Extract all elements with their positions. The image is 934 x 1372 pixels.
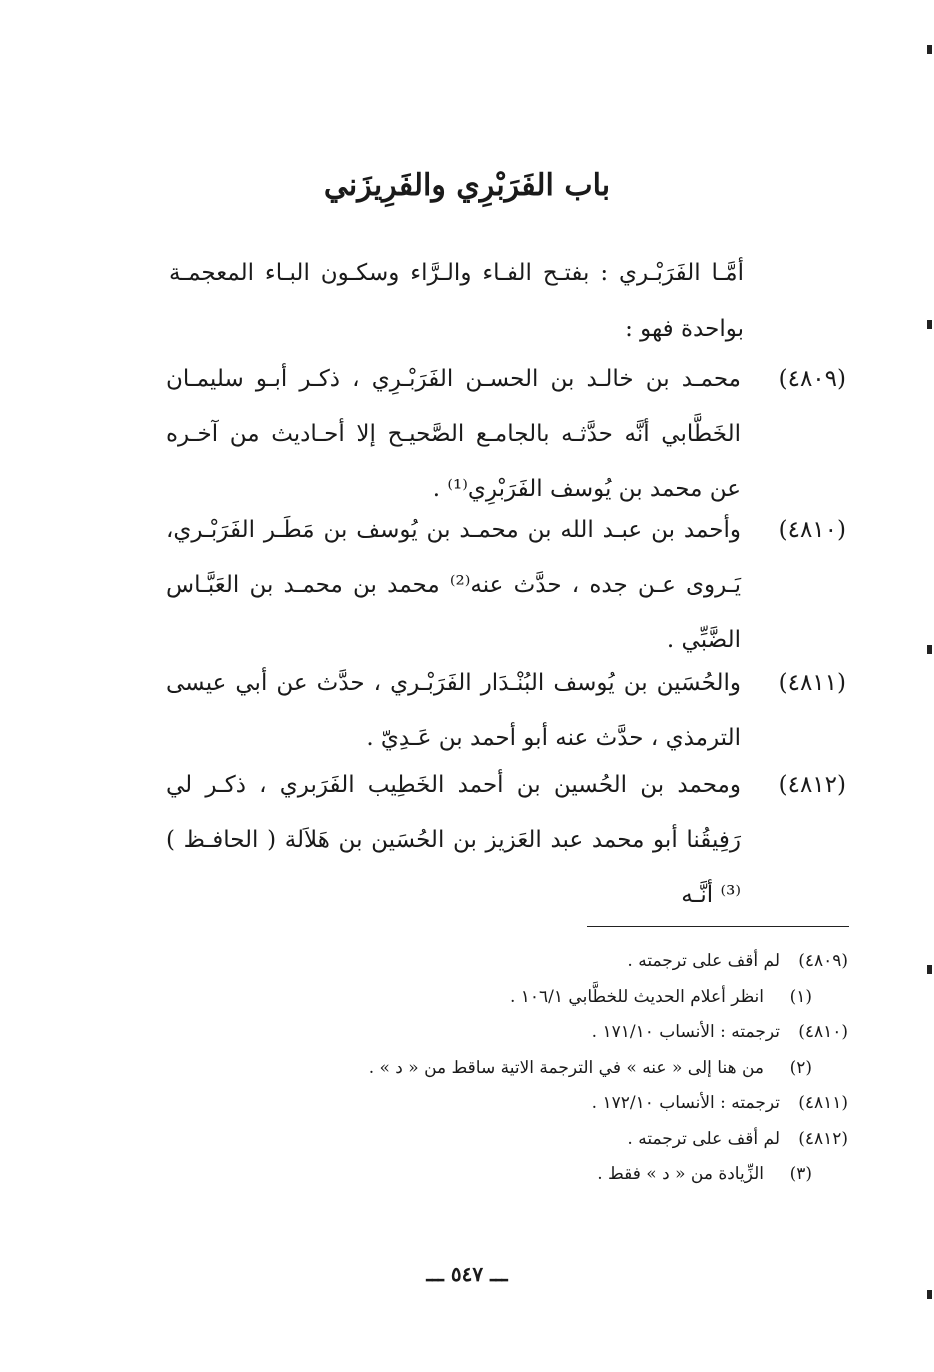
scan-edge-mark [927,320,932,329]
entry-number: (٤٨٠٩) [778,366,846,392]
scan-edge-mark [927,645,932,654]
footnote-text: لم أقف على ترجمته . [627,951,780,971]
footnote-text: من هنا إلى « عنه » في الترجمة الاتية ساقط من « د » . [368,1057,764,1078]
entry-number: (٤٨١٠) [778,517,846,543]
footnote [208,944,848,980]
entry-4810 [166,503,846,668]
entry-text: وأحمد بن عبـد الله بن محمـد بن يُوسف بن مَطَـر الفَرَبْـري، يَـروى عـن جده ، حدَّث عنه⁽²⁾ محمد بن محمـد بن العَبَّـاس الضَّبِّي . [166,517,741,653]
footnote-text: ترجمته : الأنساب ١٧١/١٠ . [591,1022,780,1042]
footnote-number: (٤٨٠٩) [798,951,848,971]
footnote [208,1015,848,1051]
footnote-text: انظر أعلام الحديث للخطَّابي ١٠٦/١ . [509,986,764,1007]
footnote-separator [587,926,849,927]
entry-4809 [166,352,846,517]
footnote-text: لم أقف على ترجمته . [627,1128,780,1149]
entry-4811 [166,656,846,766]
scan-edge-mark [927,1290,932,1299]
footnote [208,1051,848,1087]
chapter-title: باب الفَرَبْرِي والفَرِيزَني [323,168,611,203]
scan-edge-mark [927,965,932,974]
page-number: ـــ ٥٤٧ ـــ [426,1262,508,1286]
footnote-number: (٤٨١١) [798,1093,848,1113]
footnote-text: ترجمته : الأنساب ١٧٢/١٠ . [591,1093,780,1113]
footnote [208,1086,848,1122]
scan-edge-mark [927,45,932,54]
footnote-number: (١) [789,986,812,1007]
footnote-text: الزِّيادة من « د » فقط . [597,1164,764,1184]
entry-text: والحُسَين بن يُوسف البُنْـدَار الفَرَبْـري ، حدَّث عن أبي عيسى الترمذي ، حدَّث عنه أبو أحمد بن عَـدِيّ . [166,670,741,751]
footnote-number: (٣) [789,1164,812,1184]
footnote-number: (٤٨١٢) [798,1128,848,1149]
entry-text: ومحمد بن الحُسين بن أحمد الخَطِيب الفَرَبري ، ذكـر لي رَفِيقُنا أبو محمد عبد العَزيز بن الحُسَين بن هَلاَلة ( الحافـظ )⁽³⁾ أنَّـه [166,772,741,908]
footnote [208,1122,848,1158]
footnote [208,980,848,1016]
footnotes [208,944,848,1193]
entry-number: (٤٨١٢) [778,772,846,798]
footnote-number: (٢) [789,1057,812,1078]
footnote-number: (٤٨١٠) [798,1022,848,1042]
entry-4812 [166,758,846,923]
footnote [208,1157,848,1193]
entry-number: (٤٨١١) [778,670,846,696]
intro-paragraph: أمَّـا الفَرَبْـري : بفتـح الفـاء والـرَّاء وسكـون البـاء المعجمـة بواحدة فهو : [169,260,744,342]
entry-text: محمـد بن خالـد بن الحسـن الفَرَبْـرِي ، ذكـر أبـو سليمـان الخَطَّابي أنَّه حدَّثـه بالجامـع الصَّحيـح إلا أحـاديث من آخـره عن محمد بن يُوسف الفَرَبْرِي⁽¹⁾ . [166,366,741,502]
